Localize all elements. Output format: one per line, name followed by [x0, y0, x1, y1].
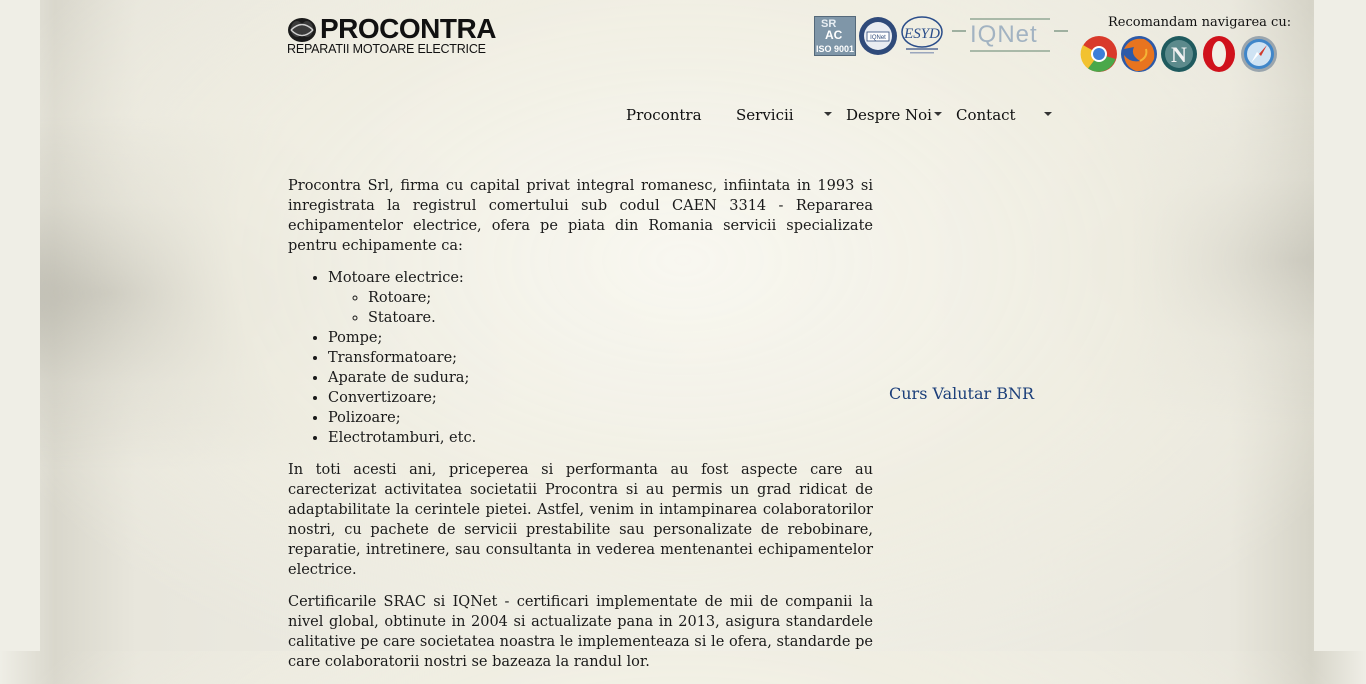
srac-certificate-badge [814, 16, 856, 56]
list-item: ◦ Statoare. [368, 308, 873, 328]
iqnet-seal-text: IQNet [870, 35, 886, 41]
main-content [288, 176, 873, 684]
esyd-certificate-icon [900, 15, 944, 57]
site-logo[interactable] [287, 13, 496, 57]
browser-icons [1080, 35, 1280, 75]
list-item: • Electrotamburi, etc. [328, 428, 873, 448]
safari-icon[interactable] [1240, 35, 1278, 73]
list-item-label: Motoare electrice: [328, 270, 464, 286]
chrome-icon[interactable] [1080, 35, 1118, 73]
logo-title: PROCONTRA [320, 13, 496, 44]
netscape-icon[interactable] [1160, 35, 1198, 73]
opera-icon[interactable] [1200, 35, 1238, 73]
intro-paragraph: Procontra Srl, firma cu capital privat integral romanesc, infiintata in 1993 si inregistrata la registrul comertului sub codul CAEN 3314 - Repararea echipamentelor electrice, ofera pe piata din Romania servicii specializate pentru echipamente ca: [288, 178, 873, 254]
equipment-list [288, 268, 873, 448]
nav-item-contact[interactable]: Contact [956, 106, 1016, 124]
equipment-sublist [328, 288, 873, 328]
firefox-icon[interactable] [1120, 35, 1158, 73]
certificates-strip [814, 15, 1070, 59]
list-item: • Aparate de sudura; [328, 368, 873, 388]
chevron-down-icon[interactable] [934, 112, 942, 116]
list-item: • Transformatoare; [328, 348, 873, 368]
list-item: ◦ Rotoare; [368, 288, 873, 308]
cert-divider-line [1054, 30, 1068, 32]
logo-subtitle: REPARATII MOTOARE ELECTRICE [287, 42, 486, 56]
nav-item-despre-noi[interactable]: Despre Noi [846, 106, 932, 124]
chevron-down-icon[interactable] [1044, 112, 1052, 116]
srac-top-text: SR [821, 18, 837, 30]
svg-text:N: N [1171, 42, 1187, 67]
nav-item-procontra[interactable]: Procontra [626, 106, 702, 124]
experience-paragraph: In toti acesti ani, priceperea si performanta au fost aspecte care au carecterizat activitatea societatii Procontra si au permis un grad ridicat de adaptabilitate la cerintele pietei. Astfel, venim in intampinarea colaboratorilor nostri, cu pachete de servicii prestabilite sau personalizate de rebobinare, reparatie, intretinere, sau consultanta in vederea mentenantei echipamentelor electrice. [288, 462, 873, 578]
logo-mark-icon [287, 17, 317, 43]
srac-bottom-text: ISO 9001 [816, 44, 855, 54]
list-item: • Convertizoare; [328, 388, 873, 408]
list-item: • Pompe; [328, 328, 873, 348]
certification-paragraph: Certificarile SRAC si IQNet - certificari implementate de mii de companii la nivel global, obtinute in 2004 si actualizate pana in 2013, asigura standardele calitative pe care societatea noastra le implementeaza si le ofera, standarde pe care colaboratorii nostri se bazeaza la randul lor. [288, 594, 873, 670]
page-edge-left [0, 0, 40, 651]
iqnet-seal-icon [858, 16, 898, 56]
srac-mid-text: AC [825, 28, 843, 42]
curs-valutar-link[interactable]: Curs Valutar BNR [889, 384, 1035, 403]
esyd-text: ESYD [904, 26, 940, 42]
page-edge-right [1314, 0, 1366, 651]
iqnet-logo [970, 18, 1050, 54]
iqnet-logo-text: IQNet [970, 21, 1038, 48]
recommend-browsers-label: Recomandam navigarea cu: [1108, 15, 1292, 30]
chevron-down-icon[interactable] [824, 112, 832, 116]
main-nav [608, 106, 1068, 128]
list-item: • Polizoare; [328, 408, 873, 428]
nav-item-servicii[interactable]: Servicii [736, 106, 794, 124]
cert-divider-line [952, 30, 966, 32]
list-item [328, 268, 873, 328]
